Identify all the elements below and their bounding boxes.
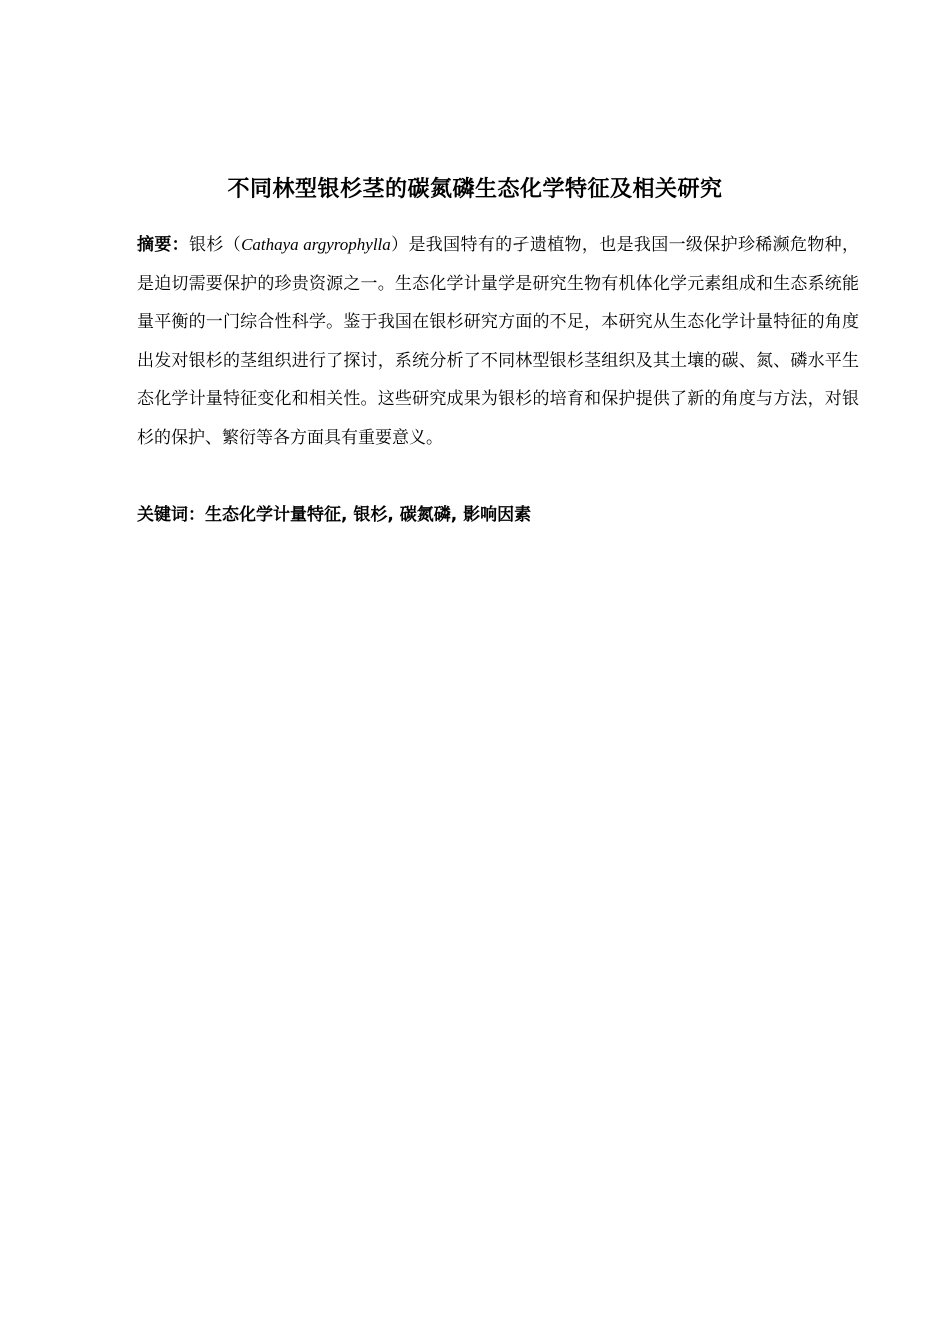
abstract-text-start: 银杉（ bbox=[189, 235, 242, 255]
keywords-line bbox=[137, 498, 859, 532]
latin-species-name: Cathaya argyrophylla bbox=[241, 235, 391, 254]
abstract-text-body: ）是我国特有的孑遗植物，也是我国一级保护珍稀濒危物种，是迫切需要保护的珍贵资源之一。生态化学计量学是研究生物有机体化学元素组成和生态系统能量平衡的一门综合性科学。鉴于我国在银杉研究方面的不足，本研究从生态化学计量特征的角度出发对银杉的茎组织进行了探讨，系统分析了不同林型银杉茎组织及其土壤的碳、氮、磷水平生态化学计量特征变化和相关性。这些研究成果为银杉的培育和保护提供了新的角度与方法，对银杉的保护、繁衍等各方面具有重要意义。 bbox=[137, 235, 860, 448]
keywords-text: 生态化学计量特征, 银杉, 碳氮磷, 影响因素 bbox=[205, 505, 532, 525]
keywords-label: 关键词： bbox=[137, 505, 205, 525]
abstract-paragraph bbox=[137, 226, 859, 457]
abstract-label: 摘要： bbox=[137, 235, 190, 255]
document-title: 不同林型银杉茎的碳氮磷生态化学特征及相关研究 bbox=[227, 177, 723, 202]
